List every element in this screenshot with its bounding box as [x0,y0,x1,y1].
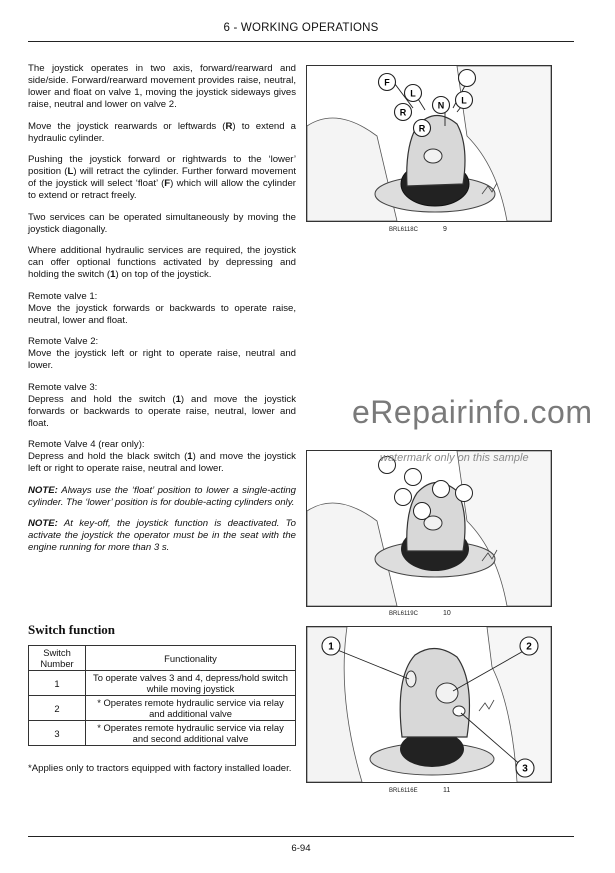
switch-number: 2 [29,696,86,721]
paragraph-extend: Move the joystick rearwards or leftwards (R) to extend a hydraulic cylinder. [28,120,296,144]
remote-valve-1: Remote valve 1: Move the joystick forwards or backwards to operate raise, neutral, lower and float. [28,290,296,326]
body-text [28,63,296,564]
paragraph-diagonal: Two services can be operated simultaneously by moving the joystick diagonally. [28,211,296,235]
page-number: 6-94 [291,843,311,854]
section-title-switch-function: Switch function [28,622,116,637]
paragraph-retract: Pushing the joystick forward or rightwards to the ‘lower’ position (L) will retract the cylinder. Further forward movement of the joystick will select ‘float’ (F) which will allow the cylinder to extend or retract freely. [28,154,296,201]
callout-2: 2 [526,641,532,653]
joystick-illustration [307,66,551,221]
figure-number: 11 [443,787,451,794]
header-switch-number: Switch Number [29,646,86,671]
switch-functionality: * Operates remote hydraulic service via relay and additional valve [86,696,296,721]
running-header: 6 - WORKING OPERATIONS [223,22,379,34]
remote-valve-3: Remote valve 3: Depress and hold the switch (1) and move the joystick forwards or backwards to operate raise, neutral, lower and float. [28,381,296,429]
figure-11-caption [389,788,469,794]
note-float: NOTE: Always use the ‘float’ position to lower a single-acting cylinder. The ‘lower’ position is for double-acting cylinders only. [28,484,296,508]
joystick-switches-illustration [307,627,551,782]
figure-9-caption [389,227,469,233]
switch-number: 3 [29,721,86,746]
callout-n: N [437,100,445,111]
figure-code: BRL6118C [389,227,418,233]
figure-10-joystick [306,450,552,607]
table-footnote: *Applies only to tractors equipped with factory installed loader. [28,763,292,774]
header-functionality: Functionality [86,646,296,671]
footer-rule [28,836,574,837]
callout-f: F [384,77,390,88]
figure-code: BRL6119C [389,611,418,617]
table-row [29,696,296,721]
figure-number: 9 [443,226,447,233]
remote-valve-2: Remote Valve 2: Move the joystick left or right to operate raise, neutral and lower. [28,336,296,371]
table-row [29,671,296,696]
remote-valve-4: Remote Valve 4 (rear only): Depress and hold the black switch (1) and move the joystick left or right to operate raise, neutral and lower. [28,439,296,474]
callout-3: 3 [522,763,528,775]
figure-number: 10 [443,610,451,617]
paragraph-axis: The joystick operates in two axis, forward/rearward and side/side. Forward/rearward movement provides raise, neutral, lower and float on valve 1, moving the joystick sideways gives raise, neutral and lower on valve 2. [28,63,296,110]
figure-11-joystick-switches [306,626,552,783]
watermark-subtitle: watermark only on this sample [380,452,529,464]
note-keyoff: NOTE: At key-off, the joystick function is deactivated. To activate the joystick the operator must be in the seat with the engine running for more than 3 s. [28,518,296,553]
watermark: eRepairinfo.com [352,394,593,430]
table-header-row [29,646,296,671]
figure-code: BRL6116E [389,788,418,794]
switch-functionality: To operate valves 3 and 4, depress/hold switch while moving joystick [86,671,296,696]
switch-number: 1 [29,671,86,696]
figure-9-joystick-positions [306,65,552,222]
callout-r-rear: R [418,123,426,134]
figure-10-caption [389,611,469,617]
switch-functionality: * Operates remote hydraulic service via relay and second additional valve [86,721,296,746]
callout-r-left: R [399,107,407,118]
joystick-illustration-2 [307,451,551,606]
table-row [29,721,296,746]
switch-function-table [28,645,296,746]
paragraph-additional: Where additional hydraulic services are required, the joystick can offer optional functions activated by depressing and holding the switch (1) on top of the joystick. [28,245,296,280]
callout-1: 1 [328,641,334,653]
callout-l-right: L [461,95,467,106]
header-rule [28,41,574,42]
callout-l: L [410,88,416,99]
